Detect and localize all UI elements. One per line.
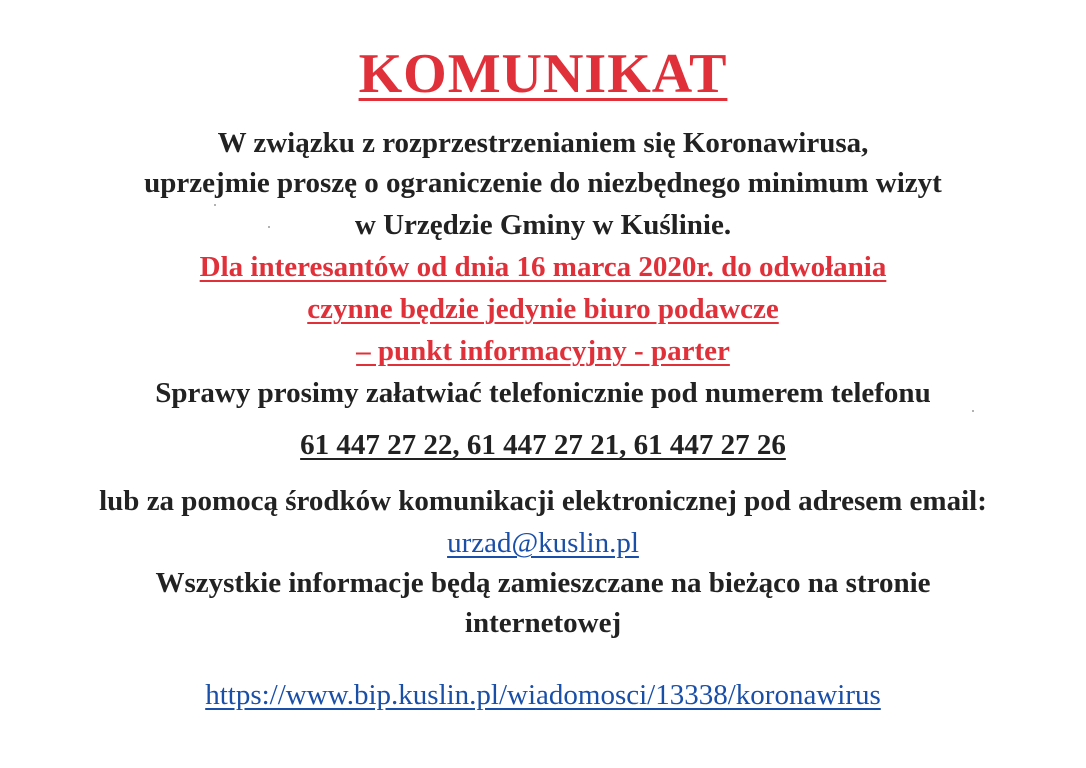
scan-speck — [268, 226, 270, 228]
intro-line-3: w Urzędzie Gminy w Kuślinie. — [354, 209, 732, 241]
scan-speck — [972, 410, 974, 412]
phone-numbers-text: 61 447 27 22, 61 447 27 21, 61 447 27 26 — [300, 429, 786, 461]
highlight-line-1-text: Dla interesantów od dnia 16 marca 2020r. do odwołania — [199, 251, 887, 283]
info-line-2: internetowej — [464, 607, 622, 639]
email-intro: lub za pomocą środków komunikacji elektronicznej pod adresem email: — [99, 485, 987, 517]
scan-speck — [214, 204, 216, 206]
intro-line-1: W związku z rozprzestrzenianiem się Koronawirusa, — [217, 127, 869, 159]
highlight-line-3 — [0, 334, 1086, 368]
phone-numbers — [0, 428, 1086, 462]
info-line-1: Wszystkie informacje będą zamieszczane na bieżąco na stronie — [155, 567, 931, 599]
announcement-title-text: KOMUNIKAT — [358, 43, 728, 105]
highlight-line-3-text: – punkt informacyjny - parter — [356, 335, 730, 367]
phone-intro: Sprawy prosimy załatwiać telefonicznie pod numerem telefonu — [155, 377, 931, 409]
highlight-line-1 — [0, 250, 1086, 284]
website-link-text[interactable]: https://www.bip.kuslin.pl/wiadomosci/13338/koronawirus — [205, 679, 881, 711]
highlight-line-2 — [0, 292, 1086, 326]
highlight-line-2-text: czynne będzie jedynie biuro podawcze — [307, 293, 779, 325]
email-link[interactable] — [0, 526, 1086, 560]
intro-line-2: uprzejmie proszę o ograniczenie do niezbędnego minimum wizyt — [144, 167, 942, 199]
announcement-title — [0, 42, 1086, 106]
website-link[interactable] — [0, 678, 1086, 712]
email-link-text[interactable]: urzad@kuslin.pl — [447, 527, 639, 559]
